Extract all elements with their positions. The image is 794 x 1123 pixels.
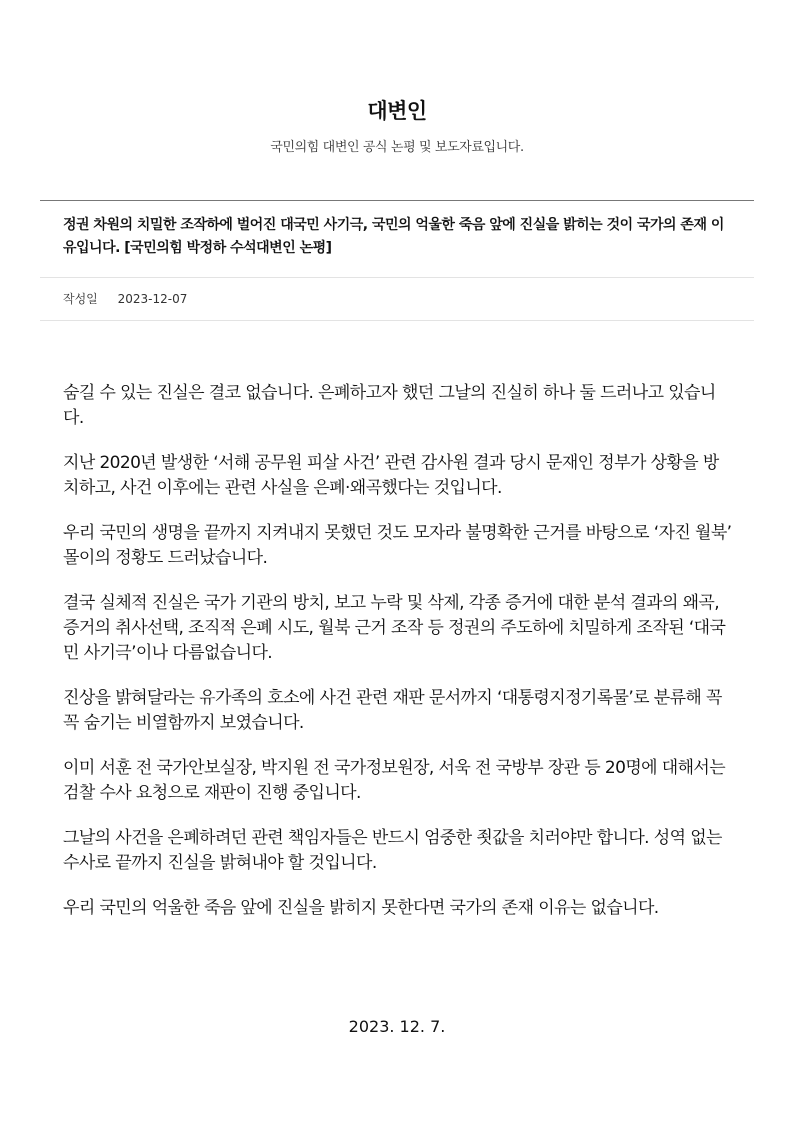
site-title[interactable]: 대변인 — [367, 99, 427, 123]
site-header — [0, 0, 794, 157]
body-paragraph: 이미 서훈 전 국가안보실장, 박지원 전 국가정보원장, 서욱 전 국방부 장관 등 20명에 대해서는 검찰 수사 요청으로 재판이 진행 중입니다. — [63, 758, 726, 803]
date-value: 2023-12-07 — [117, 292, 188, 306]
post-meta — [63, 290, 187, 308]
body-paragraph: 지난 2020년 발생한 ‘서해 공무원 피살 사건’ 관련 감사원 결과 당시 문재인 정부가 상황을 방치하고, 사건 이후에는 관련 사실을 은폐·왜곡했다는 것입니다. — [63, 453, 719, 498]
body-paragraph: 진상을 밝혀달라는 유가족의 호소에 사건 관련 재판 문서까지 ‘대통령지정기록물’로 분류해 꼭꼭 숨기는 비열함까지 보였습니다. — [63, 688, 722, 733]
body-paragraph: 숨길 수 있는 진실은 결코 없습니다. 은폐하고자 했던 그날의 진실히 하나 둘 드러나고 있습니다. — [63, 383, 716, 428]
post-title: 정권 차원의 치밀한 조작하에 벌어진 대국민 사기극, 국민의 억울한 죽음 앞에 진실을 밝히는 것이 국가의 존재 이유입니다. [국민의힘 박정하 수석대변인 논평] — [63, 217, 724, 256]
site-subtitle: 국민의힘 대변인 공식 논평 및 보도자료입니다. — [270, 140, 524, 155]
date-label: 작성일 — [63, 292, 98, 306]
title-divider — [40, 277, 754, 278]
body-paragraph: 그날의 사건을 은폐하려던 관련 책임자들은 반드시 엄중한 죗값을 치러야만 합니다. 성역 없는 수사로 끝까지 진실을 밝혀내야 할 것입니다. — [63, 828, 722, 873]
body-paragraph: 우리 국민의 억울한 죽음 앞에 진실을 밝히지 못한다면 국가의 존재 이유는 없습니다. — [63, 898, 659, 918]
meta-divider — [40, 320, 754, 321]
body-paragraph: 우리 국민의 생명을 끝까지 지켜내지 못했던 것도 모자라 불명확한 근거를 바탕으로 ‘자진 월북’ 몰이의 정황도 드러났습니다. — [63, 523, 732, 568]
post-body — [63, 381, 733, 941]
closing-date: 2023. 12. 7. — [348, 1017, 446, 1036]
header-divider — [40, 200, 754, 201]
body-paragraph: 결국 실체적 진실은 국가 기관의 방치, 보고 누락 및 삭제, 각종 증거에 대한 분석 결과의 왜곡, 증거의 취사선택, 조직적 은폐 시도, 월북 근거 조작 등 정권의 주도하에 치밀하게 조작된 ‘대국민 사기극’이나 다름없습니다. — [63, 593, 726, 663]
